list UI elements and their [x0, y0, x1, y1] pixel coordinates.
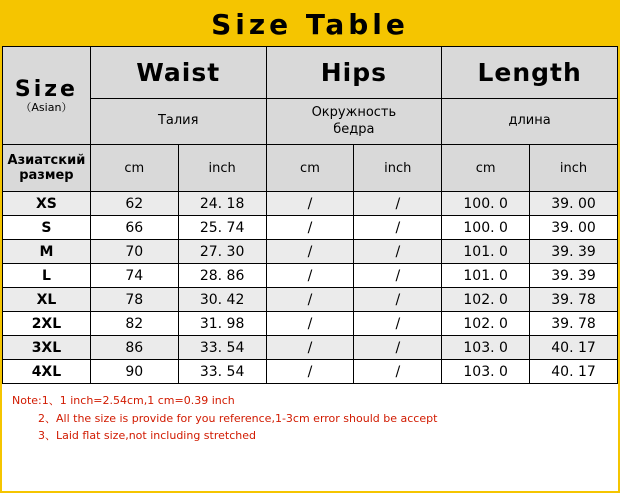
- header-cell-waist: Waist: [90, 47, 266, 99]
- cell-hips_inch: /: [354, 264, 442, 288]
- cell-length_inch: 39. 39: [530, 264, 618, 288]
- cell-length_inch: 39. 39: [530, 240, 618, 264]
- header-hips-ru-line2: бедра: [333, 121, 375, 137]
- header-hips-ru-line1: Окружность: [311, 105, 397, 121]
- table-header-row-ru: [3, 99, 618, 145]
- header-size-ru-line2: размер: [19, 168, 74, 183]
- header-cell-length: Length: [442, 47, 618, 99]
- cell-length_cm: 103. 0: [442, 360, 530, 384]
- cell-hips_cm: /: [266, 312, 354, 336]
- cell-waist_inch: 31. 98: [178, 312, 266, 336]
- cell-waist_inch: 25. 74: [178, 216, 266, 240]
- header-size-label: Size: [14, 76, 78, 102]
- table-header-row-units: [3, 145, 618, 192]
- header-unit-length-inch: inch: [530, 145, 618, 192]
- header-cell-length-ru: длина: [442, 99, 618, 145]
- cell-hips_cm: /: [266, 336, 354, 360]
- header-cell-size: [3, 47, 91, 145]
- cell-size: 2XL: [3, 312, 91, 336]
- table-row: [3, 240, 618, 264]
- cell-waist_cm: 90: [90, 360, 178, 384]
- header-unit-waist-inch: inch: [178, 145, 266, 192]
- cell-length_cm: 102. 0: [442, 288, 530, 312]
- header-cell-size-ru: [3, 145, 91, 192]
- cell-length_cm: 101. 0: [442, 240, 530, 264]
- cell-hips_cm: /: [266, 240, 354, 264]
- cell-waist_inch: 24. 18: [178, 192, 266, 216]
- note-line-2: 2、All the size is provide for you reference,1-3cm error should be accept: [38, 411, 438, 425]
- cell-length_inch: 39. 78: [530, 312, 618, 336]
- cell-hips_inch: /: [354, 312, 442, 336]
- cell-waist_cm: 66: [90, 216, 178, 240]
- header-unit-waist-cm: cm: [90, 145, 178, 192]
- cell-waist_inch: 33. 54: [178, 336, 266, 360]
- notes-block: [2, 384, 618, 445]
- cell-waist_cm: 78: [90, 288, 178, 312]
- header-unit-length-cm: cm: [442, 145, 530, 192]
- cell-hips_inch: /: [354, 240, 442, 264]
- table-header-row-en: [3, 47, 618, 99]
- cell-length_inch: 39. 78: [530, 288, 618, 312]
- cell-hips_cm: /: [266, 192, 354, 216]
- cell-size: M: [3, 240, 91, 264]
- table-row: [3, 288, 618, 312]
- size-chart-table: [2, 46, 618, 384]
- cell-size: L: [3, 264, 91, 288]
- cell-waist_cm: 62: [90, 192, 178, 216]
- note-line-1: Note:1、1 inch=2.54cm,1 cm=0.39 inch: [12, 394, 235, 407]
- cell-hips_cm: /: [266, 288, 354, 312]
- table-row: [3, 264, 618, 288]
- table-row: [3, 192, 618, 216]
- table-body: [3, 192, 618, 384]
- cell-length_inch: 39. 00: [530, 216, 618, 240]
- header-size-sublabel: （Asian）: [20, 100, 73, 114]
- table-row: [3, 216, 618, 240]
- cell-length_inch: 40. 17: [530, 336, 618, 360]
- note-line-3: 3、Laid flat size,not including stretched: [38, 429, 256, 443]
- cell-size: 4XL: [3, 360, 91, 384]
- cell-length_cm: 100. 0: [442, 216, 530, 240]
- cell-waist_inch: 28. 86: [178, 264, 266, 288]
- header-size-ru-line1: Азиатский: [7, 153, 86, 168]
- header-cell-waist-ru: Талия: [90, 99, 266, 145]
- cell-hips_inch: /: [354, 360, 442, 384]
- cell-size: XS: [3, 192, 91, 216]
- cell-hips_cm: /: [266, 216, 354, 240]
- cell-waist_inch: 33. 54: [178, 360, 266, 384]
- cell-waist_cm: 86: [90, 336, 178, 360]
- cell-hips_inch: /: [354, 192, 442, 216]
- cell-waist_cm: 82: [90, 312, 178, 336]
- header-unit-hips-cm: cm: [266, 145, 354, 192]
- cell-size: XL: [3, 288, 91, 312]
- title-bar: [2, 2, 618, 46]
- cell-size: S: [3, 216, 91, 240]
- page-title: Size Table: [211, 7, 409, 41]
- cell-length_cm: 102. 0: [442, 312, 530, 336]
- table-row: [3, 360, 618, 384]
- cell-length_cm: 101. 0: [442, 264, 530, 288]
- cell-waist_inch: 30. 42: [178, 288, 266, 312]
- cell-waist_cm: 70: [90, 240, 178, 264]
- cell-waist_cm: 74: [90, 264, 178, 288]
- cell-hips_inch: /: [354, 288, 442, 312]
- cell-length_cm: 100. 0: [442, 192, 530, 216]
- cell-size: 3XL: [3, 336, 91, 360]
- cell-length_inch: 39. 00: [530, 192, 618, 216]
- cell-length_inch: 40. 17: [530, 360, 618, 384]
- cell-hips_inch: /: [354, 336, 442, 360]
- table-row: [3, 312, 618, 336]
- header-cell-hips-ru: [266, 99, 442, 145]
- cell-hips_inch: /: [354, 216, 442, 240]
- header-unit-hips-inch: inch: [354, 145, 442, 192]
- header-cell-hips: Hips: [266, 47, 442, 99]
- cell-length_cm: 103. 0: [442, 336, 530, 360]
- cell-hips_cm: /: [266, 360, 354, 384]
- cell-hips_cm: /: [266, 264, 354, 288]
- cell-waist_inch: 27. 30: [178, 240, 266, 264]
- table-row: [3, 336, 618, 360]
